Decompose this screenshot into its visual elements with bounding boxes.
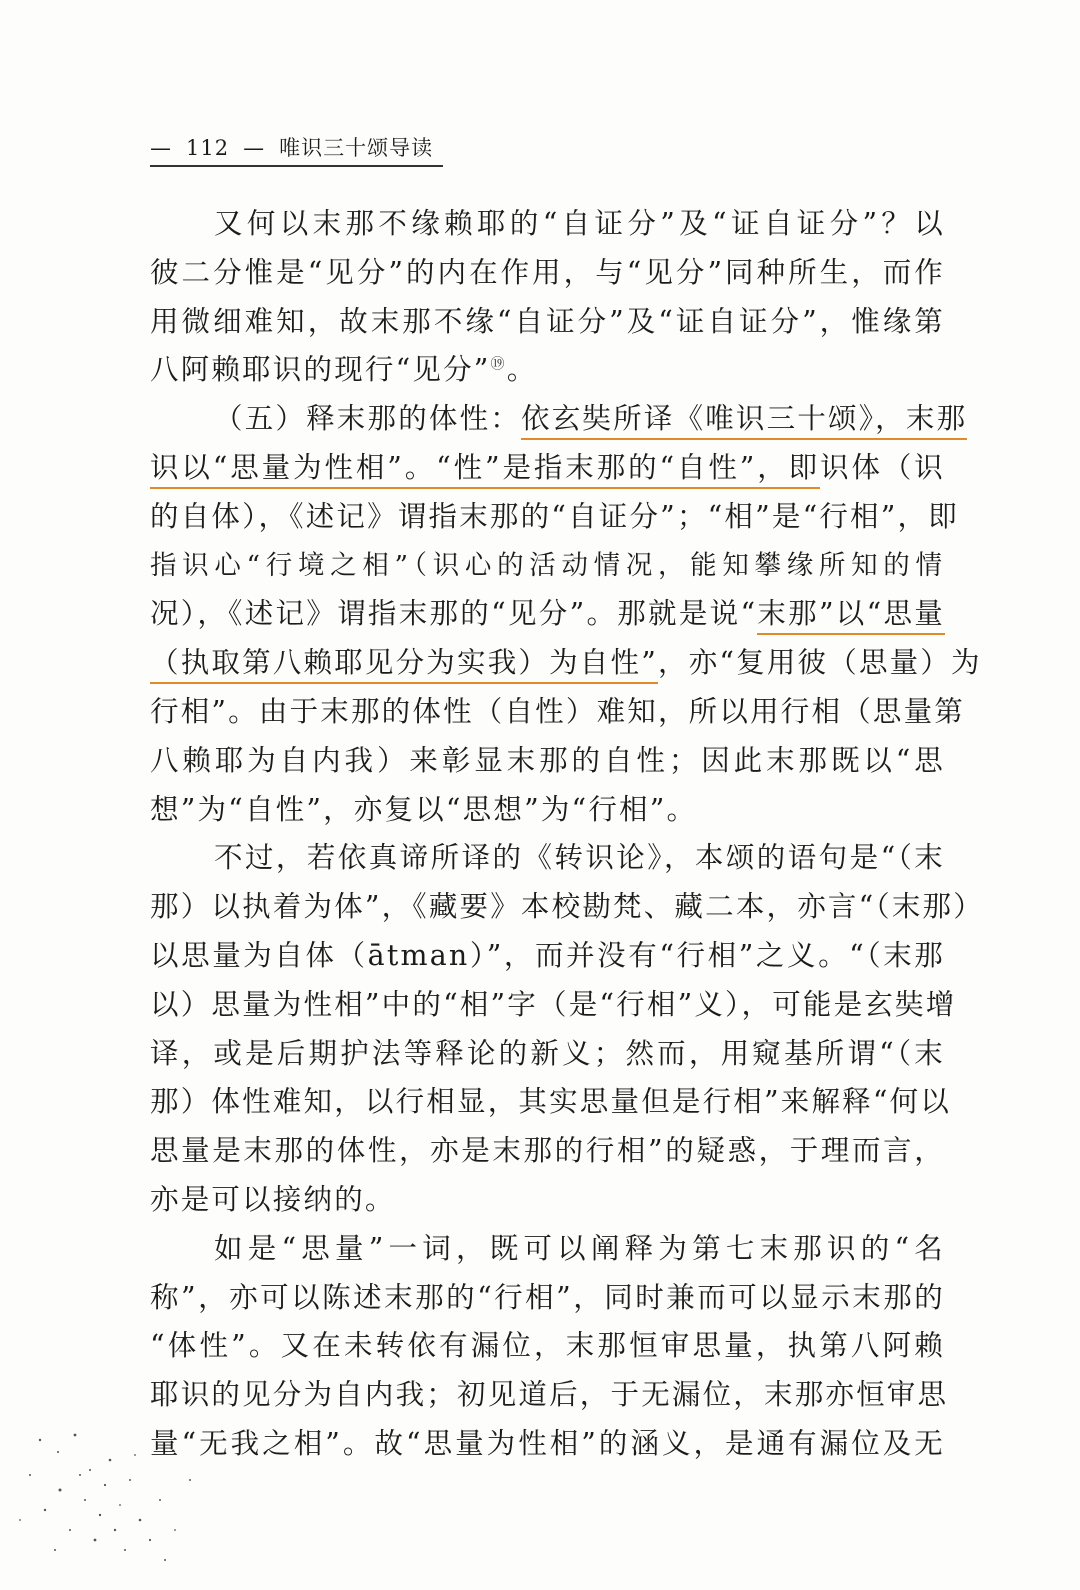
text-line: 以思量为自体（ātman）”，而并没有“行相”之义。“（末那 (150, 938, 945, 972)
header-dash-right: — (243, 136, 266, 160)
highlight-underline: 末那”以“思量 (757, 597, 945, 635)
highlight-underline: 识以“思量为性相”。“性”是指末那的“自性”，即 (150, 451, 820, 489)
paragraph-2 (150, 395, 982, 834)
text-segment: 。 (506, 353, 538, 387)
text-line (150, 590, 945, 639)
text-line: “体性”。又在未转依有漏位，末那恒审思量，执第八阿赖 (150, 1329, 945, 1363)
text-line (150, 346, 945, 395)
text-line: 的自体），《述记》谓指末那的“自证分”；“相”是“行相”，即 (150, 499, 959, 533)
text-line: 耶识的见分为自内我；初见道后，于无漏位，末那亦恒审思 (150, 1378, 949, 1412)
body-text (150, 200, 984, 1469)
text-line: 不过，若依真谛所译的《转识论》，本颂的语句是“（末 (214, 841, 945, 875)
text-line: 以）思量为性相”中的“相”字（是“行相”义），可能是玄奘增 (150, 987, 957, 1021)
highlight-underline: （执取第八赖耶见分为实我）为自性” (150, 646, 658, 684)
text-line: 行相”。由于末那的体性（自性）难知，所以用行相（思量第 (150, 694, 965, 728)
text-line: 称”，亦可以陈述末那的“行相”，同时兼而可以显示末那的 (150, 1280, 945, 1314)
text-line: 亦是可以接纳的。 (150, 1182, 396, 1216)
text-segment: （五）释末那的体性： (214, 402, 522, 436)
header-dash-left: — (150, 136, 172, 160)
text-line: 指识心“行境之相”（识心的活动情况，能知攀缘所知的情 (150, 549, 945, 581)
text-line: 译，或是后期护法等释论的新义；然而，用窥基所谓“（末 (150, 1036, 945, 1070)
text-line: 彼二分惟是“见分”的内在作用，与“见分”同种所生，而作 (150, 255, 945, 289)
text-line: 量“无我之相”。故“思量为性相”的涵义，是通有漏位及无 (150, 1426, 945, 1460)
text-line: 那）体性难知，以行相显，其实思量但是行相”来解释“何以 (150, 1085, 952, 1119)
text-line: 用微细难知，故末那不缘“自证分”及“证自证分”，惟缘第 (150, 304, 945, 338)
text-line: 思量是末那的体性，亦是末那的行相”的疑惑，于理而言， (150, 1134, 945, 1168)
text-line: 想”为“自性”，亦复以“思想”为“行相”。 (150, 792, 698, 826)
text-line: 如是“思量”一词，既可以阐释为第七末那识的“名 (214, 1231, 945, 1265)
text-segment: 八阿赖耶识的现行“见分” (150, 353, 491, 387)
text-line (150, 639, 982, 688)
scan-noise (0, 1380, 320, 1590)
paragraph-1 (150, 200, 945, 395)
header-rule (150, 165, 443, 167)
text-line (150, 395, 968, 444)
page-number: 112 (186, 136, 230, 160)
text-segment: ，亦“复用彼（思量）为 (657, 646, 982, 680)
running-header (150, 132, 433, 162)
text-line: 那）以执着为体”，《藏要》本校勘梵、藏二本，亦言“（末那） (150, 890, 984, 924)
text-segment: 识体（识 (820, 450, 945, 484)
text-segment: 况），《述记》谓指末那的“见分”。那就是说“ (150, 597, 758, 631)
text-line: 八赖耶为自内我）来彰显末那的自性；因此末那既以“思 (150, 743, 945, 777)
footnote-marker: ⑲ (490, 356, 507, 373)
highlight-underline: 依玄奘所译《唯识三十颂》，末那 (521, 402, 967, 440)
text-line: 又何以末那不缘赖耶的“自证分”及“证自证分”？以 (214, 207, 945, 240)
text-line (150, 444, 945, 493)
book-title: 唯识三十颂导读 (279, 136, 434, 160)
paragraph-3 (150, 834, 984, 1224)
